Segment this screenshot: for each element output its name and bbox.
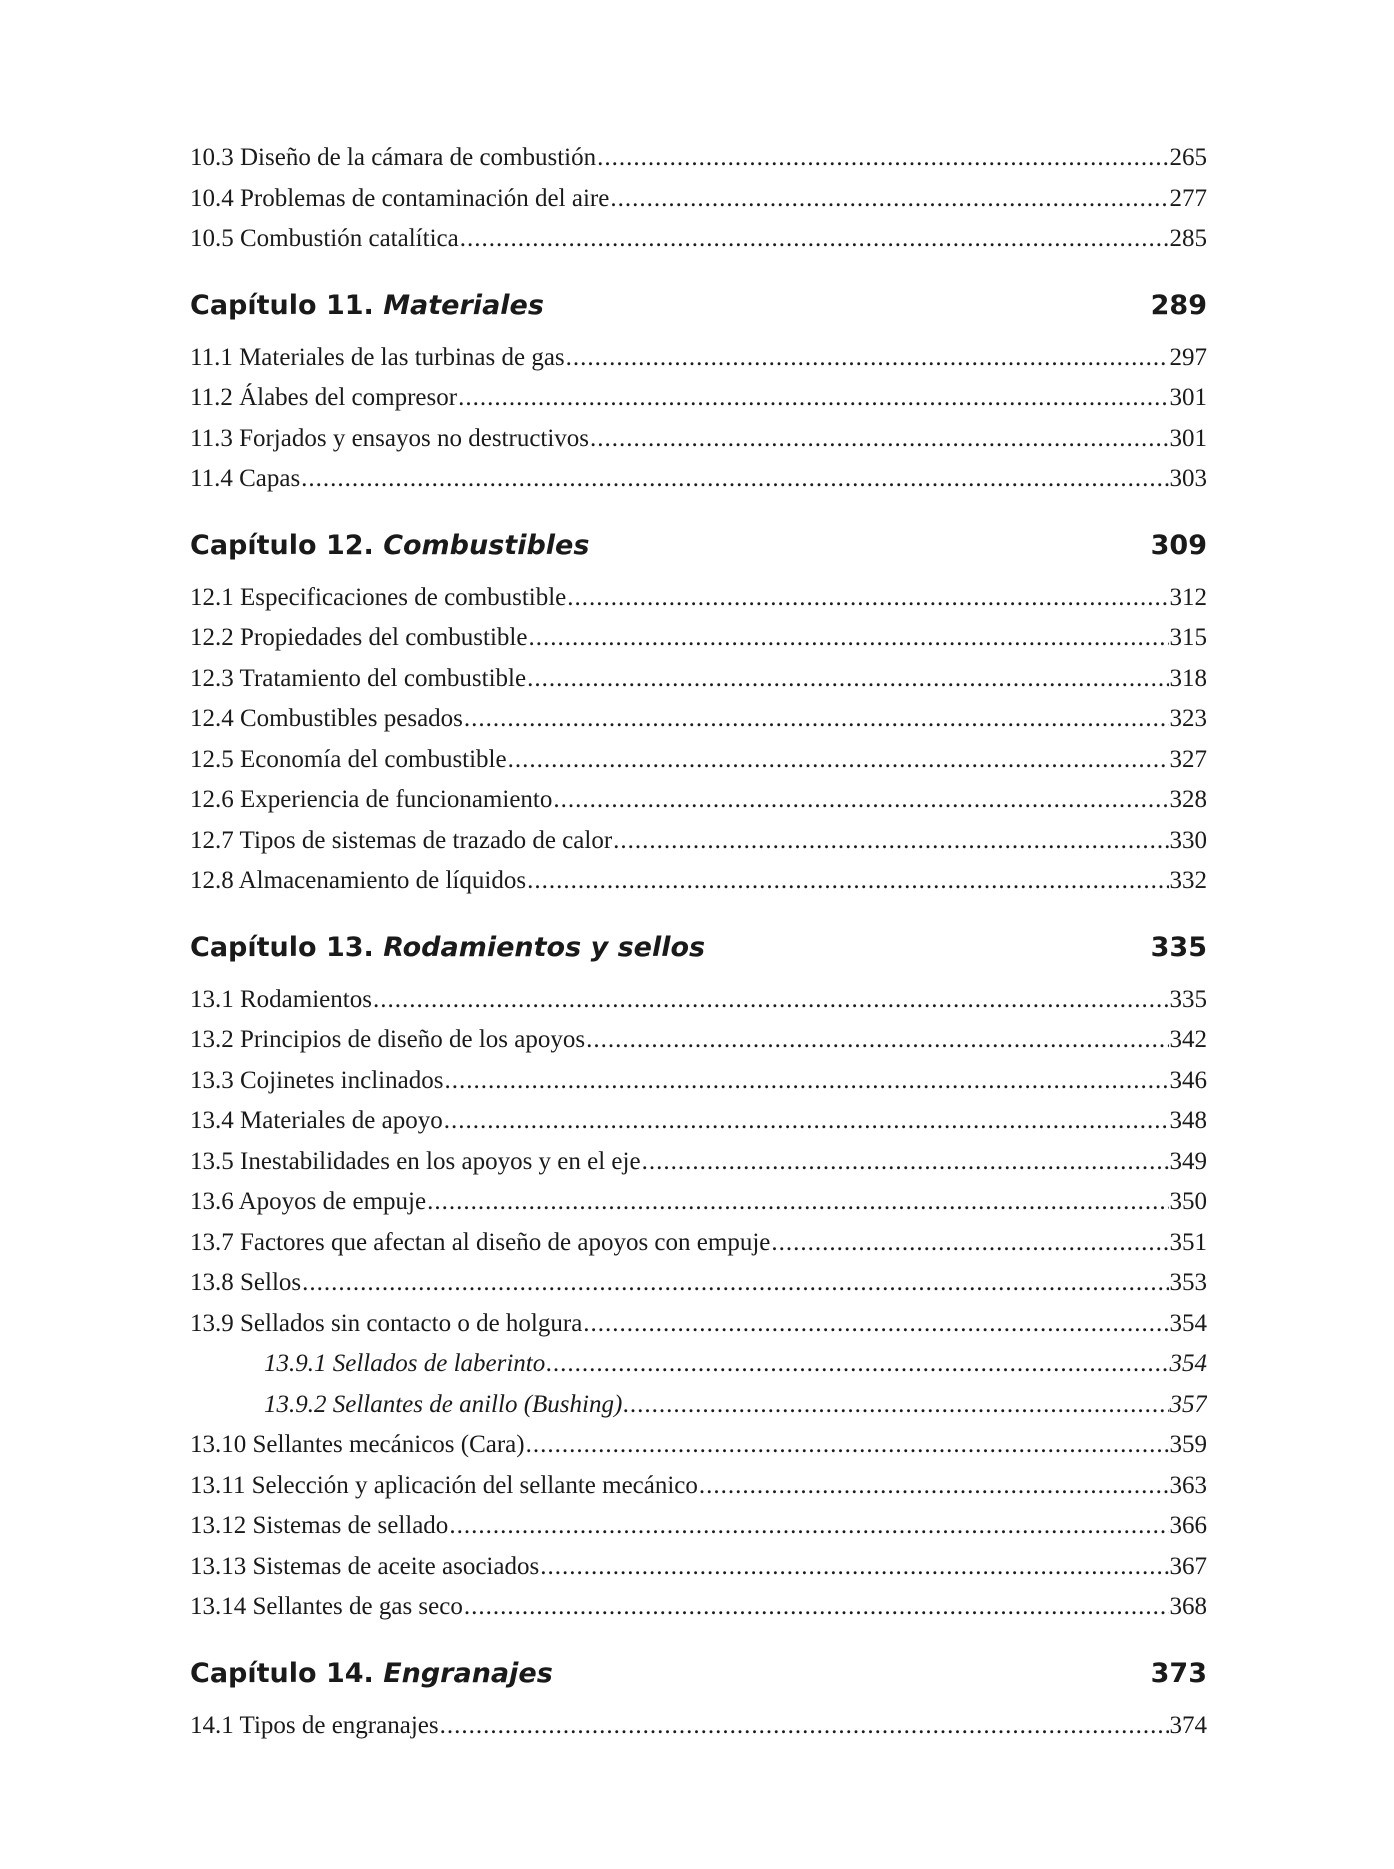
- entry-label: 11.4 Capas: [190, 465, 301, 492]
- chapter-number: Capítulo 11.: [190, 289, 374, 321]
- entry-page-number: 301: [1169, 424, 1207, 452]
- dot-leader: [444, 1061, 1168, 1102]
- dot-leader: [527, 861, 1168, 902]
- entry-label: 12.8 Almacenamiento de líquidos: [190, 867, 527, 894]
- entry-page-number: 354: [1169, 1309, 1207, 1337]
- entry-page-number: 285: [1169, 225, 1207, 252]
- dot-leader: [553, 780, 1168, 821]
- dot-leader: [567, 578, 1168, 619]
- dot-leader: [373, 980, 1169, 1021]
- toc-entry[interactable]: [190, 780, 1207, 821]
- chapter-heading: [190, 928, 1207, 968]
- entry-page-number: 312: [1169, 583, 1207, 611]
- toc-entry[interactable]: [190, 338, 1207, 379]
- entry-page-number: 367: [1169, 1552, 1207, 1580]
- toc-entry[interactable]: [190, 980, 1207, 1021]
- dot-leader: [526, 1425, 1169, 1466]
- entry-page-number: 265: [1169, 144, 1207, 171]
- entry-label: 12.1 Especificaciones de combustible: [190, 583, 567, 611]
- entry-label: 13.3 Cojinetes inclinados: [190, 1066, 444, 1094]
- chapter-number: Capítulo 12.: [190, 529, 374, 561]
- dot-leader: [583, 1304, 1168, 1345]
- chapter-title: [190, 928, 705, 968]
- entry-page-number: 350: [1169, 1188, 1207, 1215]
- toc-entry[interactable]: [190, 219, 1207, 260]
- chapter-heading: [190, 286, 1207, 326]
- dot-leader: [460, 219, 1169, 260]
- entry-label: 13.10 Sellantes mecánicos (Cara): [190, 1431, 525, 1458]
- chapter-page-number: 373: [1150, 1657, 1207, 1689]
- entry-label: 13.4 Materiales de apoyo: [190, 1107, 443, 1134]
- chapter-number: Capítulo 14.: [190, 1657, 374, 1689]
- toc-entry[interactable]: [190, 1547, 1207, 1588]
- dot-leader: [610, 179, 1168, 220]
- toc-entry[interactable]: [190, 821, 1207, 862]
- entry-label: 12.7 Tipos de sistemas de trazado de calor: [190, 826, 613, 854]
- dot-leader: [586, 1020, 1168, 1061]
- dot-leader: [771, 1223, 1168, 1264]
- toc-entry[interactable]: [190, 1223, 1207, 1264]
- entry-label: 13.1 Rodamientos: [190, 985, 372, 1013]
- entry-page-number: 363: [1169, 1471, 1207, 1499]
- table-of-contents: [190, 138, 1207, 1746]
- toc-entry[interactable]: [190, 378, 1207, 419]
- toc-entry[interactable]: [190, 1061, 1207, 1102]
- toc-entry[interactable]: [190, 1466, 1207, 1507]
- chapter-heading: [190, 526, 1207, 566]
- entry-label: 13.9.2 Sellantes de anillo (Bushing): [264, 1390, 623, 1418]
- entry-label: 13.7 Factores que afectan al diseño de apoyos con empuje: [190, 1228, 771, 1256]
- toc-entry[interactable]: [190, 659, 1207, 700]
- entry-label: 10.4 Problemas de contaminación del aire: [190, 184, 610, 212]
- entry-page-number: 366: [1169, 1512, 1207, 1539]
- chapter-name: Rodamientos y sellos: [383, 931, 706, 963]
- entry-page-number: 327: [1169, 745, 1207, 773]
- dot-leader: [444, 1101, 1169, 1142]
- entry-page-number: 332: [1169, 867, 1207, 894]
- dot-leader: [528, 618, 1168, 659]
- entry-label: 13.8 Sellos: [190, 1269, 302, 1296]
- toc-subentry[interactable]: [190, 1344, 1207, 1385]
- entry-page-number: 335: [1169, 985, 1207, 1013]
- chapter-heading: [190, 1654, 1207, 1694]
- chapter-page-number: 335: [1150, 931, 1207, 963]
- entry-page-number: 301: [1169, 384, 1207, 411]
- dot-leader: [458, 378, 1168, 419]
- chapter-name: Combustibles: [383, 529, 590, 561]
- chapter-name: Materiales: [383, 289, 544, 321]
- entry-label: 14.1 Tipos de engranajes: [190, 1711, 439, 1739]
- toc-entry[interactable]: [190, 740, 1207, 781]
- entry-page-number: 354: [1169, 1350, 1207, 1377]
- entry-label: 12.2 Propiedades del combustible: [190, 624, 528, 651]
- entry-label: 11.2 Álabes del compresor: [190, 384, 458, 411]
- toc-entry[interactable]: [190, 578, 1207, 619]
- dot-leader: [546, 1344, 1168, 1385]
- entry-page-number: 374: [1169, 1711, 1207, 1739]
- entry-label: 13.2 Principios de diseño de los apoyos: [190, 1026, 586, 1053]
- entry-page-number: 315: [1169, 624, 1207, 651]
- entry-page-number: 297: [1169, 343, 1207, 371]
- dot-leader: [449, 1506, 1168, 1547]
- toc-entry[interactable]: [190, 419, 1207, 460]
- chapter-title: [190, 286, 544, 326]
- toc-entry[interactable]: [190, 459, 1207, 500]
- entry-page-number: 318: [1169, 664, 1207, 692]
- entry-label: 10.5 Combustión catalítica: [190, 225, 459, 252]
- entry-page-number: 351: [1169, 1228, 1207, 1256]
- dot-leader: [301, 459, 1168, 500]
- entry-label: 11.1 Materiales de las turbinas de gas: [190, 343, 565, 371]
- entry-label: 10.3 Diseño de la cámara de combustión: [190, 144, 597, 171]
- entry-page-number: 323: [1169, 705, 1207, 732]
- toc-entry[interactable]: [190, 699, 1207, 740]
- toc-entry[interactable]: [190, 1020, 1207, 1061]
- entry-page-number: 346: [1169, 1066, 1207, 1094]
- toc-entry[interactable]: [190, 1101, 1207, 1142]
- entry-label: 13.9 Sellados sin contacto o de holgura: [190, 1309, 583, 1337]
- chapter-name: Engranajes: [383, 1657, 553, 1689]
- dot-leader: [613, 821, 1168, 862]
- dot-leader: [427, 1182, 1168, 1223]
- toc-entry[interactable]: [190, 1263, 1207, 1304]
- entry-page-number: 349: [1169, 1147, 1207, 1175]
- entry-page-number: 342: [1169, 1026, 1207, 1053]
- dot-leader: [464, 1587, 1169, 1628]
- toc-entry[interactable]: [190, 1142, 1207, 1183]
- toc-entry[interactable]: [190, 179, 1207, 220]
- chapter-page-number: 309: [1150, 529, 1207, 561]
- toc-entry[interactable]: [190, 861, 1207, 902]
- entry-label: 13.5 Inestabilidades en los apoyos y en el eje: [190, 1147, 641, 1175]
- toc-entry[interactable]: [190, 1304, 1207, 1345]
- chapter-number: Capítulo 13.: [190, 931, 374, 963]
- dot-leader: [440, 1706, 1169, 1747]
- entry-page-number: 303: [1169, 465, 1207, 492]
- entry-label: 12.6 Experiencia de funcionamiento: [190, 786, 553, 813]
- dot-leader: [508, 740, 1169, 781]
- entry-page-number: 277: [1169, 184, 1207, 212]
- entry-page-number: 357: [1169, 1390, 1207, 1418]
- chapter-title: [190, 526, 589, 566]
- dot-leader: [302, 1263, 1168, 1304]
- toc-entry[interactable]: [190, 1587, 1207, 1628]
- entry-page-number: 348: [1169, 1107, 1207, 1134]
- toc-entry[interactable]: [190, 1506, 1207, 1547]
- entry-label: 13.6 Apoyos de empuje: [190, 1188, 427, 1215]
- dot-leader: [642, 1142, 1169, 1183]
- dot-leader: [566, 338, 1169, 379]
- entry-page-number: 330: [1169, 826, 1207, 854]
- entry-page-number: 328: [1169, 786, 1207, 813]
- toc-entry[interactable]: [190, 618, 1207, 659]
- entry-label: 13.11 Selección y aplicación del sellante mecánico: [190, 1471, 698, 1499]
- entry-label: 13.9.1 Sellados de laberinto: [264, 1350, 546, 1377]
- dot-leader: [699, 1466, 1169, 1507]
- toc-entry[interactable]: [190, 1425, 1207, 1466]
- dot-leader: [623, 1385, 1168, 1426]
- dot-leader: [597, 138, 1168, 179]
- dot-leader: [540, 1547, 1168, 1588]
- toc-subentry[interactable]: [190, 1385, 1207, 1426]
- dot-leader: [527, 659, 1168, 700]
- toc-entry[interactable]: [190, 1182, 1207, 1223]
- toc-entry[interactable]: [190, 1706, 1207, 1747]
- entry-label: 13.12 Sistemas de sellado: [190, 1512, 449, 1539]
- toc-entry[interactable]: [190, 138, 1207, 179]
- chapter-page-number: 289: [1150, 289, 1207, 321]
- dot-leader: [464, 699, 1169, 740]
- entry-label: 11.3 Forjados y ensayos no destructivos: [190, 424, 590, 452]
- entry-label: 13.13 Sistemas de aceite asociados: [190, 1552, 540, 1580]
- entry-page-number: 353: [1169, 1269, 1207, 1296]
- entry-label: 12.5 Economía del combustible: [190, 745, 507, 773]
- chapter-title: [190, 1654, 553, 1694]
- entry-label: 12.3 Tratamiento del combustible: [190, 664, 527, 692]
- dot-leader: [590, 419, 1168, 460]
- entry-page-number: 359: [1169, 1431, 1207, 1458]
- entry-label: 13.14 Sellantes de gas seco: [190, 1593, 463, 1620]
- entry-label: 12.4 Combustibles pesados: [190, 705, 463, 732]
- entry-page-number: 368: [1169, 1593, 1207, 1620]
